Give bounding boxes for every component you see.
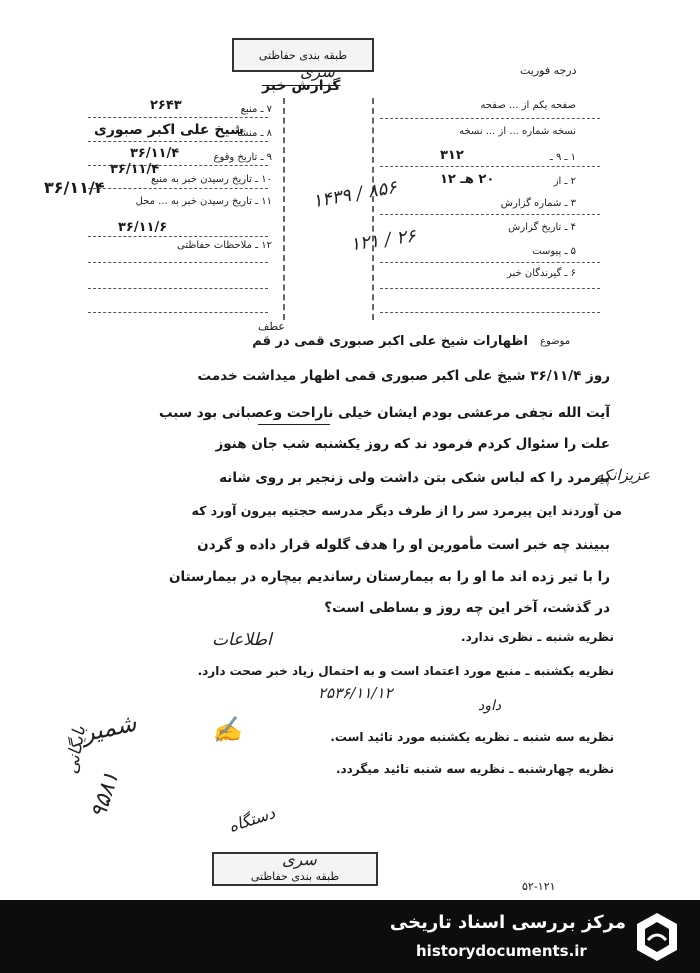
form-number: ۵۲-۱۲۱ <box>522 880 556 893</box>
hand-signature-1b: ✍ <box>210 714 244 746</box>
bottom-classification-hand: سری <box>282 850 317 869</box>
margin-correction: عزیزانکه <box>596 466 651 484</box>
field-label-security-notes: ۱۲ ـ ملاحظات حفاظتی <box>177 240 272 251</box>
footer-org-name: مرکز بررسی اسناد تاریخی <box>389 912 626 933</box>
evaluation-line: نظریه یکشنبه ـ منبع مورد اعتماد است و به احتمال زیاد خبر صحت دارد. <box>197 664 614 678</box>
divider <box>88 288 268 289</box>
divider <box>380 118 600 119</box>
body-line: من آوردند این پیرمرد سر را از طرف دیگر مدرسه حجتیه بیرون آورد که <box>191 503 622 518</box>
divider <box>88 236 268 237</box>
subject-text: اظهارات شیخ علی اکبر صبوری قمی در قم <box>252 334 528 349</box>
top-classification-label: طبقه بندی حفاظتی <box>258 48 348 62</box>
divider <box>88 188 268 189</box>
evaluation-line: نظریه چهارشنبه ـ نظریه سه شنبه تائید میگردد. <box>335 762 614 776</box>
divider <box>88 262 268 263</box>
body-line: پیرمرد را که لباس شکی بتن داشت ولی زنجیر بر روی شانه <box>219 470 610 486</box>
middle-handwriting-2: ۱۲۱ / ۲۶ <box>348 225 418 256</box>
subject-label: موضوع <box>540 336 571 347</box>
field-label-source: ۷ ـ منبع <box>240 104 272 115</box>
hand-note-information: اطلاعات <box>212 630 272 650</box>
field-label-page: صفحه یکم از ... صفحه <box>480 100 576 111</box>
body-line: در گذشت، آخر این چه روز و بساطی است؟ <box>324 600 610 616</box>
field-value-from: ۲۰ هـ ۱۲ <box>440 172 495 187</box>
field-label-origin: ۸ ـ منشأ <box>236 128 272 139</box>
urgency-label: درجه فوریت <box>520 64 577 77</box>
reference-label: عطف <box>258 320 285 333</box>
column-divider-right <box>372 98 374 320</box>
divider <box>88 117 268 118</box>
archive-logo-icon <box>632 910 682 964</box>
underline-mark <box>258 424 330 425</box>
field-label-occurrence-date: ۹ ـ تاریخ وقوع <box>213 152 272 163</box>
divider <box>380 262 600 263</box>
body-line: علت را سئوال کردم فرمود ند که روز یکشنبه شب جان هنوز <box>215 436 610 452</box>
divider <box>88 141 268 142</box>
divider <box>88 312 268 313</box>
margin-date: ۳۶/۱۱/۴ <box>44 178 105 197</box>
divider <box>380 312 600 313</box>
evaluation-line: نظریه شنبه ـ نظری ندارد. <box>461 630 614 644</box>
hand-archive-note: بایگانی <box>62 724 91 776</box>
field-label-report-date: ۴ ـ تاریخ گزارش <box>508 222 576 233</box>
field-value-source-received: ۳۶/۱۱/۴ <box>110 162 160 177</box>
divider <box>380 166 600 167</box>
field-label-1: ۱ ـ ۹ ـ <box>549 152 576 163</box>
archive-footer <box>0 900 700 973</box>
evaluation-line: نظریه سه شنبه ـ نظریه یکشنبه مورد تائید است. <box>330 730 614 744</box>
footer-website: historydocuments.ir <box>416 942 587 960</box>
field-label-from: ۲ ـ از <box>553 176 576 187</box>
field-value-report-received: ۳۶/۱۱/۶ <box>118 220 168 235</box>
body-line: ببینند چه خبر است مأمورین او را هدف گلوله قرار داده و گردن <box>197 537 610 553</box>
hand-archive-number: ۹۵۸۱ <box>86 769 125 822</box>
field-value-occurrence-date: ۳۶/۱۱/۴ <box>130 146 180 161</box>
field-value-source: ۲۶۴۳ <box>150 98 182 113</box>
field-label-report-received: ۱۱ ـ تاریخ رسیدن خبر به ... محل <box>135 196 272 207</box>
field-value-origin: شیخ علی اکبر صبوری <box>94 122 244 138</box>
divider <box>380 214 600 215</box>
hand-signature-1: شمیر <box>79 708 139 748</box>
hand-note-davood: داود <box>478 698 502 714</box>
body-line: آیت الله نجفی مرعشی بودم ایشان خیلی ناراحت وعصبانی بود سبب <box>158 405 610 421</box>
field-label-recipients: ۶ ـ گیرندگان خبر <box>506 268 576 279</box>
field-label-copy: نسخه شماره ... از ... نسخه <box>459 126 576 137</box>
hand-signature-2: دستگاه <box>226 803 278 836</box>
bottom-classification-label: طبقه بندی حفاظتی <box>250 869 340 883</box>
field-label-attachment: ۵ ـ پیوست <box>532 246 576 257</box>
body-line: را با تیر زده اند ما او را به بیمارستان رساندیم بیچاره در بیمارستان <box>168 569 610 585</box>
column-divider-left <box>283 98 285 320</box>
hand-note-date: ۲۵۳۶/۱۱/۱۲ <box>318 684 393 702</box>
divider <box>380 288 600 289</box>
top-classification-hand: سری <box>300 62 335 81</box>
body-line: روز ۳۶/۱۱/۴ شیخ علی اکبر صبوری قمی اظهار میداشت خدمت <box>197 368 610 384</box>
field-value-1: ۳۱۲ <box>440 148 464 163</box>
page-title: گزارش خبر <box>262 78 341 94</box>
field-label-report-number: ۳ ـ شماره گزارش <box>500 198 576 209</box>
middle-handwriting: ۱۴۳۹ / ۸۵۶ <box>310 176 399 213</box>
field-label-source-received: ۱۰ ـ تاریخ رسیدن خبر به منبع <box>150 174 272 185</box>
